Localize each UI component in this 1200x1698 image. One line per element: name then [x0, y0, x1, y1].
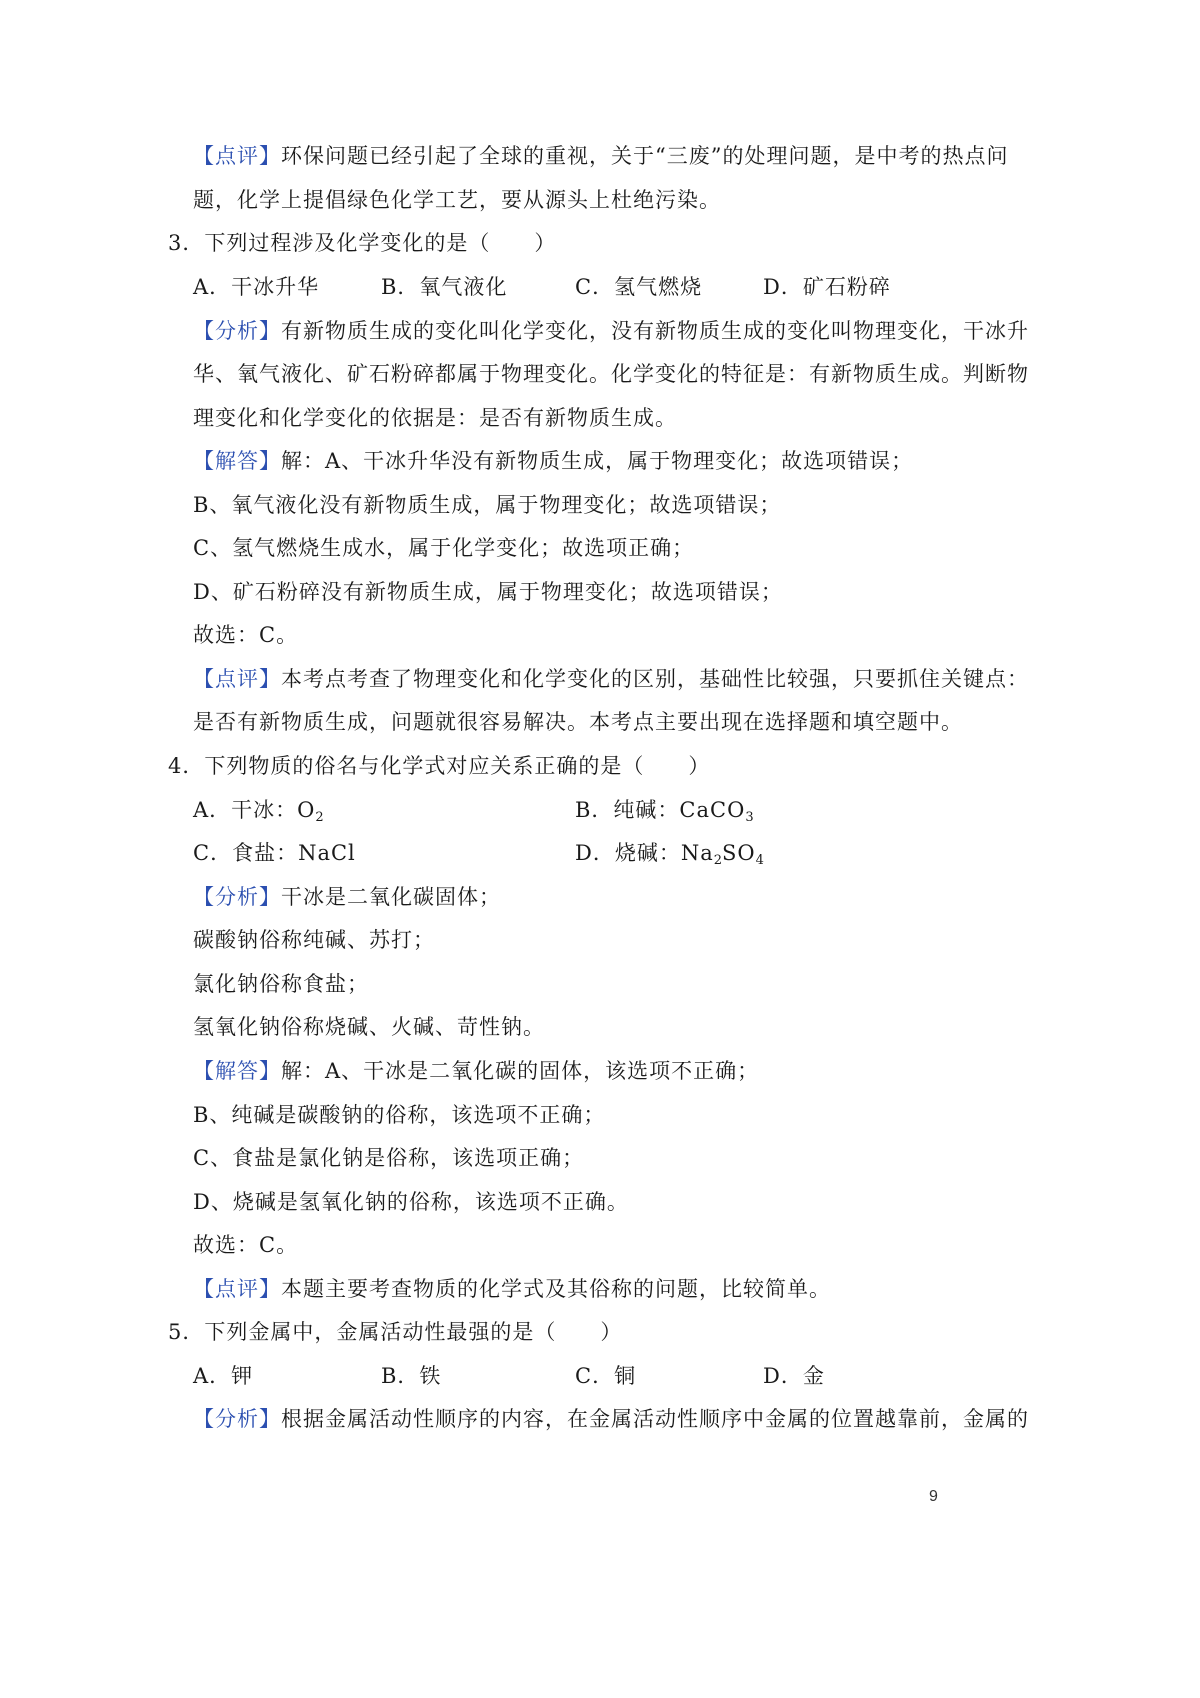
- analysis-text: 有新物质生成的变化叫化学变化，没有新物质生成的变化叫物理变化，干冰升: [281, 319, 1029, 343]
- option-a: A．钾: [193, 1364, 254, 1388]
- answer-paragraph: [193, 1056, 759, 1086]
- option-d: D．烧碱：$Na_2SO_4$: [575, 841, 764, 868]
- analysis-tag: 【分析】: [193, 319, 281, 343]
- answer-line: B、氧气液化没有新物质生成，属于物理变化；故选项错误；: [193, 493, 782, 517]
- analysis-paragraph: [193, 882, 501, 912]
- option-c: C．食盐：NaCl: [193, 841, 356, 865]
- answer-line: D、矿石粉碎没有新物质生成，属于物理变化；故选项错误；: [193, 580, 783, 604]
- question-4-stem: 4．下列物质的俗名与化学式对应关系正确的是（ ）: [168, 754, 711, 778]
- analysis-line: 氯化钠俗称食盐；: [193, 972, 369, 996]
- option-a: A．干冰升华: [193, 275, 320, 299]
- answer-choice: 故选：C。: [193, 623, 299, 647]
- analysis-paragraph: [193, 1404, 1029, 1434]
- analysis-line: 氢氧化钠俗称烧碱、火碱、苛性钠。: [193, 1015, 545, 1039]
- option-c: C．氢气燃烧: [575, 275, 703, 299]
- analysis-tag: 【分析】: [193, 885, 281, 909]
- option-c: C．铜: [575, 1364, 637, 1388]
- answer-tag: 【解答】: [193, 1059, 281, 1083]
- option-a: A．干冰：$O_2$: [193, 798, 324, 825]
- analysis-text-continued: 理变化和化学变化的依据是：是否有新物质生成。: [193, 406, 677, 430]
- review-paragraph: [193, 1274, 831, 1304]
- page-number: 9: [929, 1488, 938, 1505]
- review-tag: 【点评】: [193, 1277, 281, 1301]
- option-b: B．氧气液化: [381, 275, 508, 299]
- review-paragraph: [193, 664, 1029, 694]
- option-b: B．铁: [381, 1364, 442, 1388]
- review-text-continued: 题，化学上提倡绿色化学工艺，要从源头上杜绝污染。: [193, 188, 721, 212]
- answer-line: D、烧碱是氢氧化钠的俗称，该选项不正确。: [193, 1190, 629, 1214]
- review-tag: 【点评】: [193, 144, 281, 168]
- analysis-paragraph: [193, 316, 1029, 346]
- option-d: D．矿石粉碎: [763, 275, 891, 299]
- answer-text: 解：A、干冰升华没有新物质生成，属于物理变化；故选项错误；: [281, 449, 914, 473]
- analysis-text-continued: 华、氧气液化、矿石粉碎都属于物理变化。化学变化的特征是：有新物质生成。判断物: [193, 362, 1029, 386]
- analysis-tag: 【分析】: [193, 1407, 281, 1431]
- answer-line: C、食盐是氯化钠是俗称，该选项正确；: [193, 1146, 585, 1170]
- review-tag: 【点评】: [193, 667, 281, 691]
- review-text: 本题主要考查物质的化学式及其俗称的问题，比较简单。: [281, 1277, 831, 1301]
- review-text: 环保问题已经引起了全球的重视，关于“三废”的处理问题，是中考的热点问: [281, 144, 1009, 168]
- answer-tag: 【解答】: [193, 449, 281, 473]
- answer-paragraph: [193, 446, 913, 476]
- review-paragraph: [193, 141, 1008, 171]
- review-text: 本考点考查了物理变化和化学变化的区别，基础性比较强，只要抓住关键点：: [281, 667, 1029, 691]
- answer-line: C、氢气燃烧生成水，属于化学变化；故选项正确；: [193, 536, 695, 560]
- answer-choice: 故选：C。: [193, 1233, 299, 1257]
- answer-text: 解：A、干冰是二氧化碳的固体，该选项不正确；: [281, 1059, 760, 1083]
- option-b: B．纯碱：CaCO$_3$: [575, 798, 754, 825]
- answer-line: B、纯碱是碳酸钠的俗称，该选项不正确；: [193, 1103, 606, 1127]
- analysis-text: 干冰是二氧化碳固体；: [281, 885, 501, 909]
- question-3-stem: 3．下列过程涉及化学变化的是（ ）: [168, 231, 557, 255]
- analysis-line: 碳酸钠俗称纯碱、苏打；: [193, 928, 435, 952]
- review-text-continued: 是否有新物质生成，问题就很容易解决。本考点主要出现在选择题和填空题中。: [193, 710, 963, 734]
- analysis-text: 根据金属活动性顺序的内容，在金属活动性顺序中金属的位置越靠前，金属的: [281, 1407, 1029, 1431]
- question-5-stem: 5．下列金属中，金属活动性最强的是（ ）: [168, 1320, 623, 1344]
- option-d: D．金: [763, 1364, 825, 1388]
